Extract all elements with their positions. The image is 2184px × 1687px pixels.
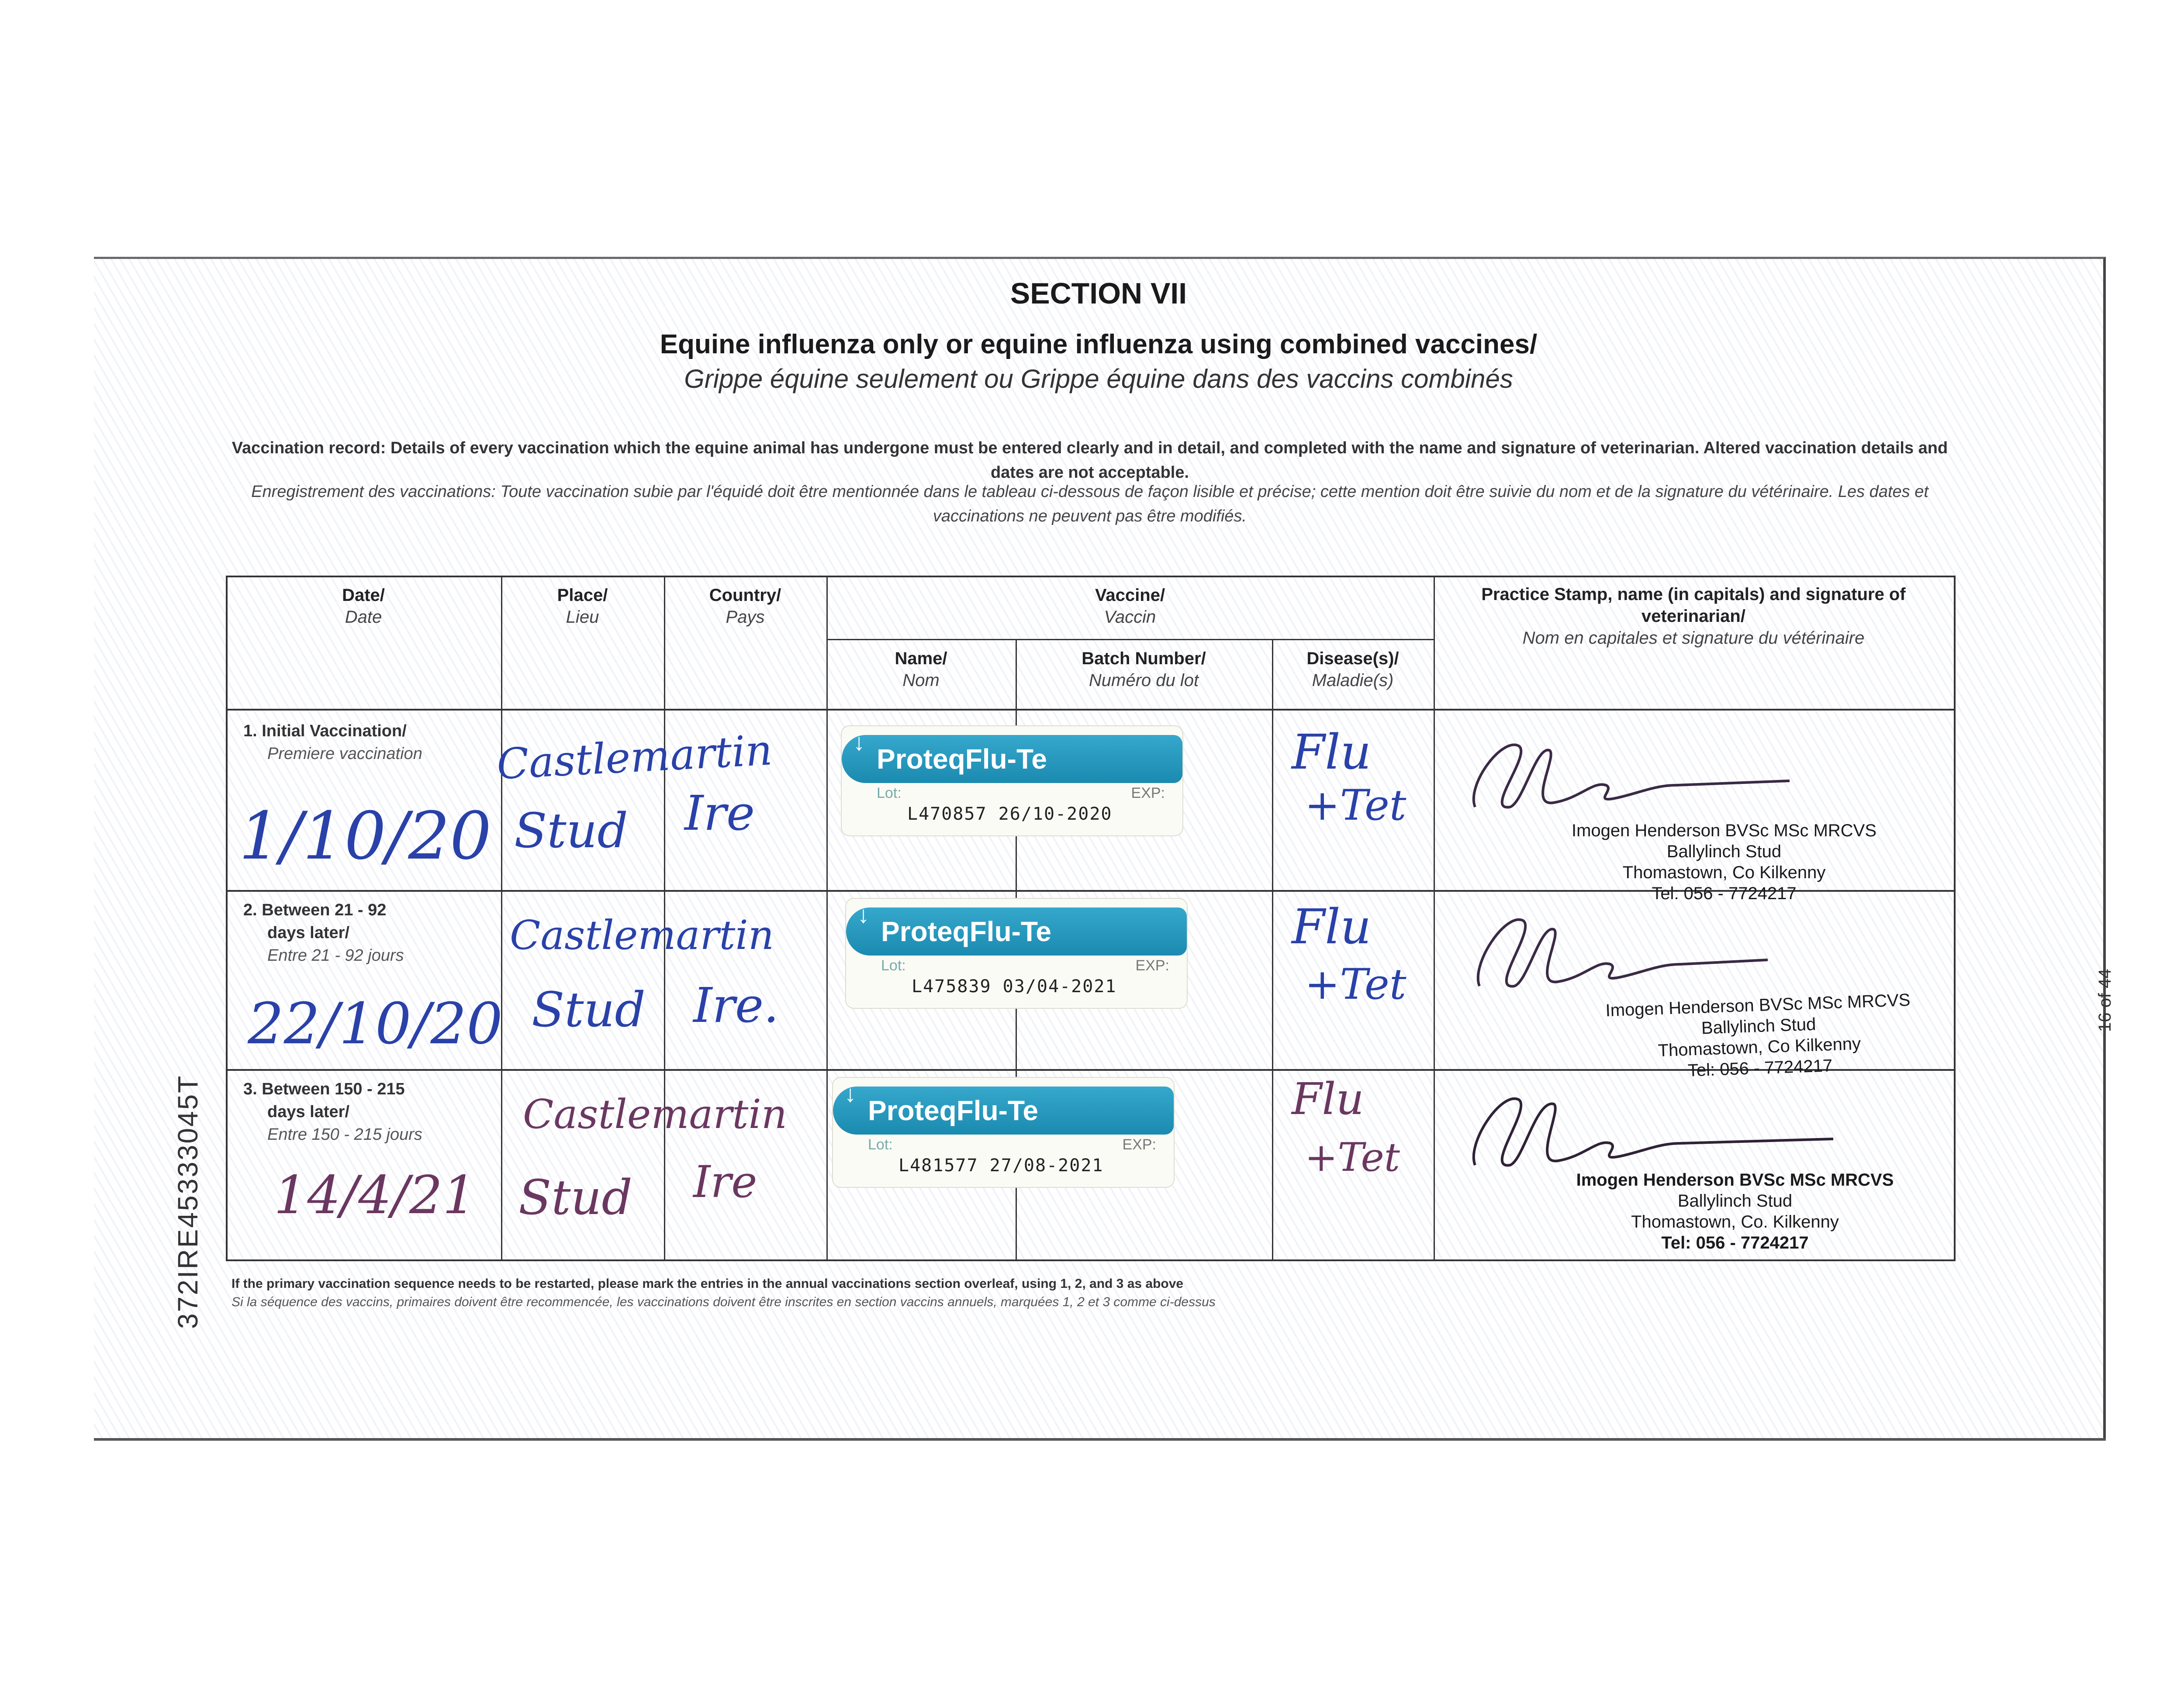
vet-stamp: Imogen Henderson BVSc MSc MRCVS Ballylinch Stud Thomastown, Co Kilkenny Tel: 056 - 7724217 bbox=[1571, 821, 1877, 903]
row-label: 2. Between 21 - 92 days later/ Entre 21 - 92 jours bbox=[243, 901, 404, 965]
handwritten-country: Ire bbox=[693, 1156, 757, 1207]
handwritten-country: Ire. bbox=[693, 977, 779, 1033]
handwritten-place: Castlemartin bbox=[510, 912, 774, 959]
lot-number: L475839 03/04-2021 bbox=[912, 976, 1117, 997]
handwritten-place-line2: Stud bbox=[514, 803, 628, 859]
arrow-down-icon: ↓ bbox=[857, 902, 869, 928]
lot-number: L470857 26/10-2020 bbox=[907, 804, 1113, 824]
arrow-down-icon: ↓ bbox=[844, 1081, 856, 1107]
header-date: Date/ Date bbox=[342, 586, 385, 627]
vet-stamp: Imogen Henderson BVSc MSc MRCVS Ballylinch Stud Thomastown, Co. Kilkenny Tel: 056 - 7724217 bbox=[1576, 1170, 1894, 1252]
handwritten-disease-line2: +Tet bbox=[1305, 1135, 1400, 1180]
header-vaccine-name: Name/ Nom bbox=[895, 649, 947, 690]
header-vaccine: Vaccine/ Vaccin bbox=[1095, 586, 1165, 627]
header-batch-number: Batch Number/ Numéro du lot bbox=[1082, 649, 1206, 690]
vaccine-brand: ProteqFlu-Te bbox=[877, 743, 1047, 775]
intro-french: Enregistrement des vaccinations: Toute vaccination subie par l'équidé doit être mentionnée dans le tableau ci-dessous de façon lisible et précise; cette mention doit être suivie du nom et de la signature du vétérinaire. Les dates et vaccinations ne peuvent pas être modifiés. bbox=[251, 483, 1928, 525]
handwritten-country: Ire bbox=[684, 785, 755, 841]
handwritten-disease: Flu bbox=[1292, 724, 1372, 780]
handwritten-disease: Flu bbox=[1292, 1073, 1364, 1125]
title-french: Grippe équine seulement ou Grippe équine dans des vaccins combinés bbox=[684, 364, 1513, 393]
title-english: Equine influenza only or equine influenza using combined vaccines/ bbox=[660, 329, 1538, 359]
footer-note-french: Si la séquence des vaccins, primaires doivent être recommencée, les vaccinations doivent être inscrites en section vaccins annuels, marquées 1, 2 et 3 comme ci-dessus bbox=[232, 1295, 1216, 1309]
signature bbox=[1462, 894, 1811, 999]
section-title: SECTION VII bbox=[1010, 277, 1187, 310]
header-place: Place/ Lieu bbox=[557, 586, 608, 627]
header-practice-stamp: Practice Stamp, name (in capitals) and signature of veterinarian/ Nom en capitales et signature du vétérinaire bbox=[1481, 585, 1906, 648]
vaccine-brand: ProteqFlu-Te bbox=[868, 1095, 1038, 1126]
header-diseases: Disease(s)/ Maladie(s) bbox=[1306, 649, 1399, 690]
handwritten-place-line2: Stud bbox=[518, 1170, 632, 1225]
handwritten-place: Castlemartin bbox=[495, 725, 774, 789]
arrow-down-icon: ↓ bbox=[853, 729, 865, 756]
vaccination-table bbox=[226, 576, 1956, 1261]
handwritten-date: 14/4/21 bbox=[274, 1165, 476, 1226]
handwritten-disease: Flu bbox=[1292, 899, 1372, 955]
vaccine-sticker: ↓ ProteqFlu-Te Lot: EXP: L475839 03/04-2021 bbox=[846, 899, 1187, 1008]
row-label: 1. Initial Vaccination/ Premiere vaccination bbox=[243, 722, 422, 763]
vaccine-sticker: ↓ ProteqFlu-Te Lot: EXP: L481577 27/08-2021 bbox=[833, 1078, 1174, 1187]
page-number: 16 of 44 bbox=[2095, 969, 2115, 1032]
handwritten-date: 1/10/20 bbox=[239, 798, 492, 874]
vet-stamp: Imogen Henderson BVSc MSc MRCVS Ballylinch Stud Thomastown, Co Kilkenny Tel: 056 - 7724217 bbox=[1605, 990, 1911, 1080]
lot-number: L481577 27/08-2021 bbox=[898, 1156, 1104, 1176]
handwritten-date: 22/10/20 bbox=[248, 990, 503, 1057]
footer-note-english: If the primary vaccination sequence needs to be restarted, please mark the entries in the annual vaccinations section overleaf, using 1, 2, and 3 as above bbox=[232, 1276, 1184, 1291]
handwritten-disease-line2: +Tet bbox=[1305, 781, 1406, 830]
handwritten-place: Castlemartin bbox=[523, 1091, 788, 1138]
row-label: 3. Between 150 - 215 days later/ Entre 150 - 215 jours bbox=[243, 1080, 422, 1144]
handwritten-place-line2: Stud bbox=[532, 982, 646, 1038]
intro-english: Vaccination record: Details of every vaccination which the equine animal has undergone must be entered clearly and in detail, and completed with the name and signature of veterinarian. Altered vaccination details and dates are not acceptable. bbox=[232, 439, 1948, 482]
signature bbox=[1449, 720, 1798, 825]
handwritten-disease-line2: +Tet bbox=[1305, 960, 1406, 1009]
passport-page bbox=[94, 257, 2115, 1438]
passport-id-vertical: 372IRE45333045T bbox=[172, 1074, 204, 1329]
header-country: Country/ Pays bbox=[709, 586, 781, 627]
vaccine-sticker: ↓ ProteqFlu-Te Lot: EXP: L470857 26/10-2020 bbox=[842, 726, 1182, 835]
vaccine-brand: ProteqFlu-Te bbox=[881, 916, 1051, 947]
signature bbox=[1458, 1073, 1851, 1174]
